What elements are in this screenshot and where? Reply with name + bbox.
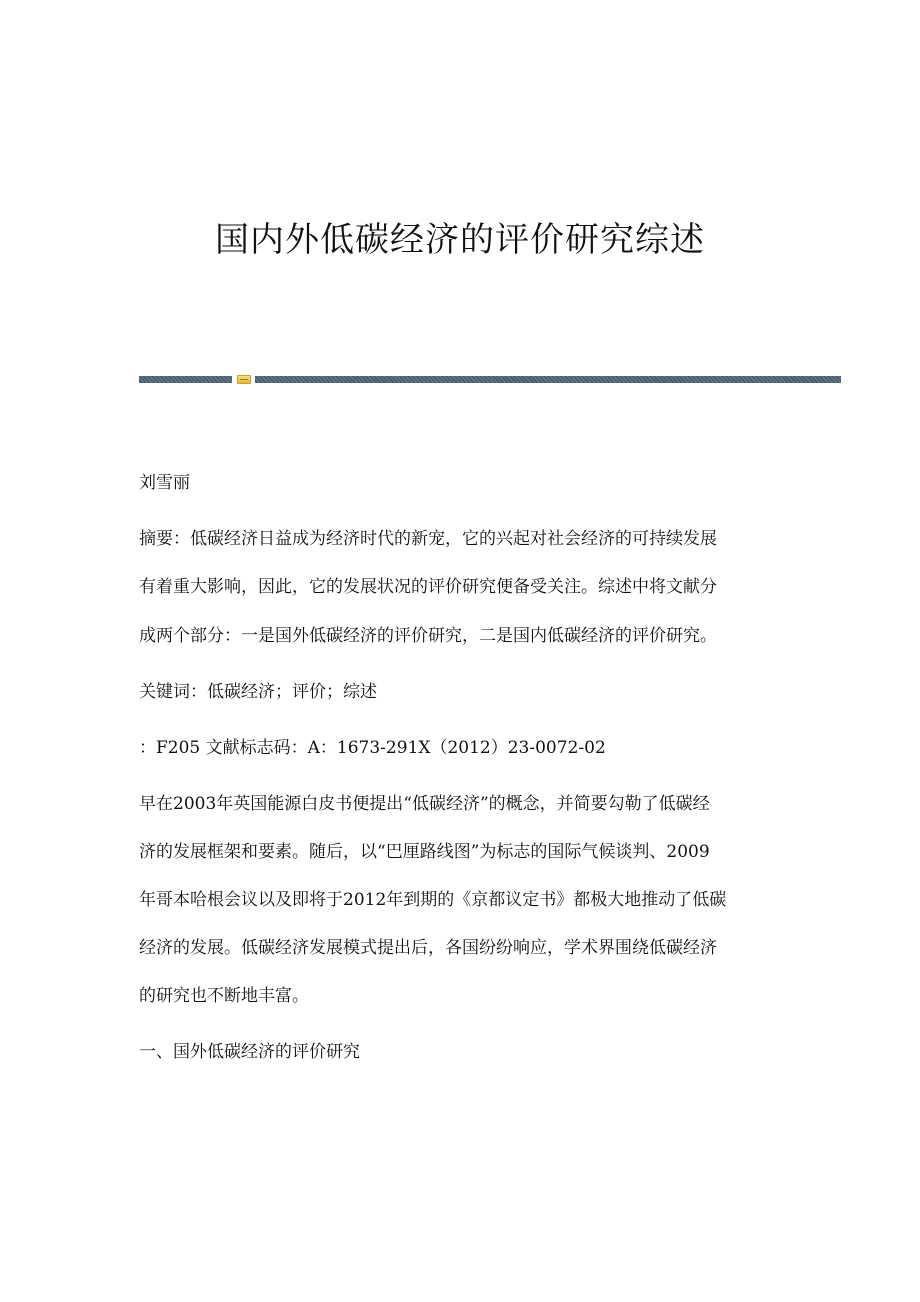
body-line: 年哥本哈根会议以及即将于2012年到期的《京都议定书》都极大地推动了低碳 bbox=[139, 890, 727, 910]
body-line: 早在2003年英国能源白皮书便提出“低碳经济”的概念，并简要勾勒了低碳经 bbox=[139, 794, 710, 814]
document-title: 国内外低碳经济的评价研究综述 bbox=[215, 220, 705, 260]
abstract-line: 有着重大影响，因此，它的发展状况的评价研究便备受关注。综述中将文献分 bbox=[139, 577, 717, 597]
abstract-line: 摘要：低碳经济日益成为经济时代的新宠，它的兴起对社会经济的可持续发展 bbox=[139, 529, 717, 549]
section-heading: 一、国外低碳经济的评价研究 bbox=[139, 1042, 360, 1062]
author-name: 刘雪丽 bbox=[139, 473, 190, 493]
title-divider bbox=[139, 375, 841, 384]
body-line: 的研究也不断地丰富。 bbox=[139, 986, 309, 1006]
divider-bar-right bbox=[255, 376, 841, 383]
body-line: 经济的发展。低碳经济发展模式提出后，各国纷纷响应，学术界围绕低碳经济 bbox=[139, 938, 717, 958]
abstract-line: 成两个部分：一是国外低碳经济的评价研究，二是国内低碳经济的评价研究。 bbox=[139, 626, 717, 646]
body-line: 济的发展框架和要素。随后，以“巴厘路线图”为标志的国际气候谈判、2009 bbox=[139, 842, 710, 862]
divider-ornament-icon bbox=[237, 375, 251, 384]
keywords: 关键词：低碳经济；评价；综述 bbox=[139, 682, 377, 702]
divider-bar-left bbox=[139, 376, 232, 383]
classification-code: ：F205 文献标志码：A：1673-291X（2012）23-0072-02 bbox=[139, 738, 606, 758]
